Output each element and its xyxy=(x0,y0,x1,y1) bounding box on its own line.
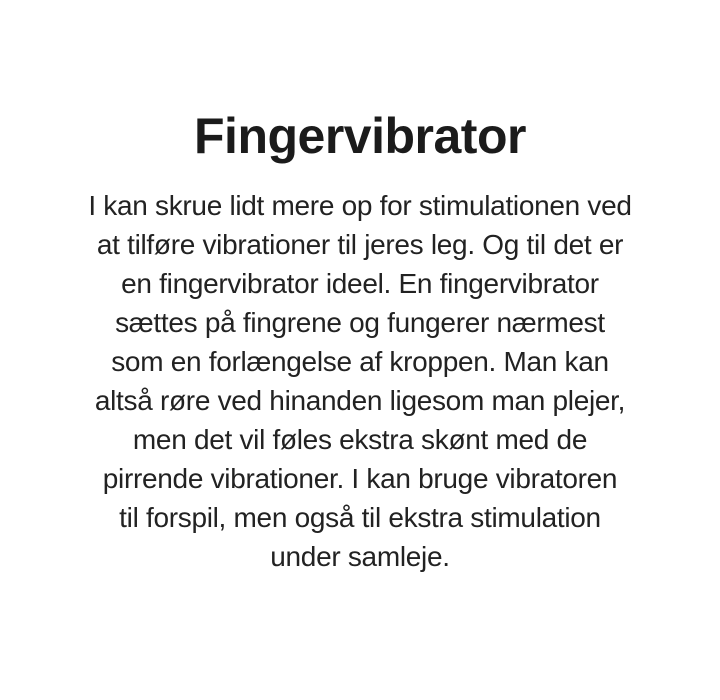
article xyxy=(20,106,700,576)
body-line: men det vil føles ekstra skønt med de xyxy=(132,424,588,455)
body-paragraph xyxy=(20,186,700,576)
body-line: at tilføre vibrationer til jeres leg. Og til det er xyxy=(96,229,624,260)
body-line: altså røre ved hinanden ligesom man plejer, xyxy=(94,385,626,416)
page-title: Fingervibrator xyxy=(194,108,526,164)
body-line: I kan skrue lidt mere op for stimulationen ved xyxy=(88,190,632,221)
body-line: som en forlængelse af kroppen. Man kan xyxy=(111,346,609,377)
body-line: en fingervibrator ideel. En fingervibrator xyxy=(121,268,599,299)
body-line: sættes på fingrene og fungerer nærmest xyxy=(115,307,605,338)
body-line: pirrende vibrationer. I kan bruge vibratoren xyxy=(102,463,618,494)
body-line: under samleje. xyxy=(270,541,450,572)
body-line: til forspil, men også til ekstra stimulation xyxy=(119,502,601,533)
